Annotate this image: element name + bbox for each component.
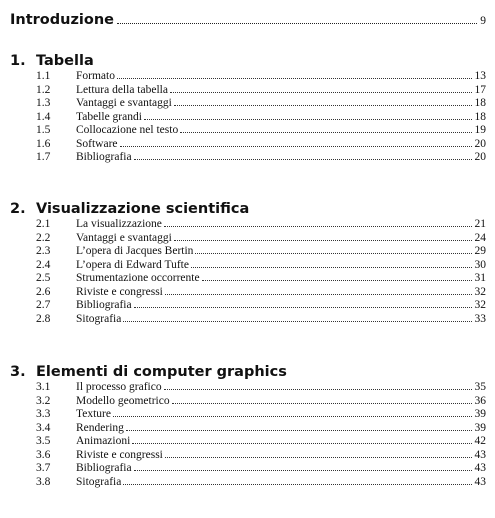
chapter-2 [10, 200, 486, 326]
section-title: L’opera di Jacques Bertin [76, 245, 194, 257]
section-title: Bibliografia [76, 299, 132, 311]
section-number: 3.6 [36, 448, 51, 461]
toc-entry-introduction[interactable] [10, 11, 486, 30]
intro-title: Introduzione [10, 12, 114, 28]
toc-section-entry[interactable] [10, 449, 486, 463]
section-page-number: 17 [474, 83, 486, 96]
toc-section-entry[interactable] [10, 84, 486, 98]
dot-leader [170, 91, 472, 93]
chapter-number: 2. [10, 201, 26, 217]
toc-section-entry[interactable] [10, 70, 486, 84]
toc-section-entry[interactable] [10, 299, 486, 313]
section-title: Collocazione nel testo [76, 124, 179, 136]
toc-section-entry[interactable] [10, 111, 486, 125]
section-page-number: 13 [474, 70, 486, 82]
section-page-number: 19 [474, 124, 486, 136]
toc-section-entry[interactable] [10, 381, 486, 395]
dot-leader [180, 131, 472, 133]
section-page-number: 20 [474, 151, 486, 163]
section-page-number: 36 [474, 394, 486, 407]
dot-leader [132, 442, 472, 444]
section-page-number: 33 [474, 312, 486, 325]
toc-section-entry[interactable] [10, 313, 486, 327]
section-number: 3.5 [36, 435, 51, 447]
toc-section-entry[interactable] [10, 97, 486, 111]
chapter-title[interactable] [10, 52, 486, 70]
section-title: Riviste e congressi [76, 285, 163, 298]
section-title: Software [76, 137, 118, 150]
toc-section-entry[interactable] [10, 218, 486, 232]
toc-section-entry[interactable] [10, 272, 486, 286]
toc-section-entry[interactable] [10, 422, 486, 436]
section-list [10, 218, 486, 326]
chapter-name: Visualizzazione scientifica [36, 201, 250, 217]
section-title: Formato [76, 70, 115, 82]
chapter-3 [10, 363, 486, 489]
toc-section-entry[interactable] [10, 245, 486, 259]
section-title: Sitografia [76, 475, 122, 488]
section-number: 3.1 [36, 381, 51, 393]
intro-page-number: 9 [480, 15, 486, 27]
section-page-number: 43 [474, 448, 486, 461]
section-number: 1.5 [36, 124, 51, 136]
dot-leader [202, 279, 472, 281]
dot-leader [172, 402, 472, 404]
dot-leader [174, 104, 472, 106]
section-page-number: 43 [474, 475, 486, 488]
chapter-title[interactable] [10, 363, 486, 381]
section-number: 2.7 [36, 299, 51, 311]
section-list [10, 381, 486, 489]
section-title: Bibliografia [76, 462, 132, 474]
toc-section-entry[interactable] [10, 138, 486, 152]
dot-leader [117, 77, 472, 79]
section-page-number: 39 [474, 421, 486, 434]
dot-leader [164, 388, 472, 390]
chapter-name: Elementi di computer graphics [36, 364, 287, 380]
section-title: Lettura della tabella [76, 83, 168, 96]
toc-section-entry[interactable] [10, 435, 486, 449]
dot-leader [144, 118, 472, 120]
toc-section-entry[interactable] [10, 395, 486, 409]
section-page-number: 18 [474, 110, 486, 123]
section-page-number: 24 [474, 231, 486, 244]
section-page-number: 35 [474, 381, 486, 393]
section-page-number: 39 [474, 408, 486, 420]
dot-leader [134, 158, 472, 160]
section-title: Vantaggi e svantaggi [76, 231, 172, 244]
section-number: 2.3 [36, 245, 51, 257]
section-number: 3.8 [36, 475, 51, 488]
section-page-number: 21 [474, 218, 486, 230]
dot-leader [123, 320, 472, 322]
dot-leader [165, 456, 472, 458]
section-page-number: 32 [474, 285, 486, 298]
section-title: Vantaggi e svantaggi [76, 97, 172, 109]
chapter-number: 1. [10, 53, 26, 69]
section-number: 2.2 [36, 231, 51, 244]
section-title: Sitografia [76, 312, 122, 325]
section-title: Bibliografia [76, 151, 132, 163]
section-number: 1.6 [36, 137, 51, 150]
section-number: 2.6 [36, 285, 51, 298]
section-number: 2.5 [36, 272, 51, 284]
section-number: 1.7 [36, 151, 51, 163]
section-page-number: 20 [474, 137, 486, 150]
section-number: 1.4 [36, 110, 51, 123]
toc-section-entry[interactable] [10, 408, 486, 422]
section-number: 3.7 [36, 462, 51, 474]
section-title: Tabelle grandi [76, 110, 142, 123]
toc-section-entry[interactable] [10, 476, 486, 490]
section-title: Animazioni [76, 435, 131, 447]
dot-leader [164, 225, 472, 227]
toc-section-entry[interactable] [10, 286, 486, 300]
dot-leader [174, 239, 472, 241]
section-page-number: 30 [474, 258, 486, 271]
chapter-number: 3. [10, 364, 26, 380]
dot-leader [134, 469, 472, 471]
dot-leader [123, 483, 472, 485]
toc-section-entry[interactable] [10, 151, 486, 165]
toc-section-entry[interactable] [10, 259, 486, 273]
section-title: Texture [76, 408, 111, 420]
dot-leader [191, 266, 472, 268]
section-title: Modello geometrico [76, 394, 170, 407]
section-number: 3.3 [36, 408, 51, 420]
section-number: 1.2 [36, 83, 51, 96]
section-number: 3.4 [36, 421, 51, 434]
section-page-number: 29 [474, 245, 486, 257]
chapter-title[interactable] [10, 200, 486, 218]
dot-leader [113, 415, 472, 417]
dot-leader [195, 252, 472, 254]
section-number: 2.1 [36, 218, 51, 230]
dot-leader [126, 429, 472, 431]
section-page-number: 43 [474, 462, 486, 474]
dot-leader [165, 293, 472, 295]
section-page-number: 42 [474, 435, 486, 447]
section-title: Il processo grafico [76, 381, 162, 393]
section-title: Rendering [76, 421, 124, 434]
section-title: Riviste e congressi [76, 448, 163, 461]
section-list [10, 70, 486, 165]
section-number: 2.8 [36, 312, 51, 325]
section-page-number: 18 [474, 97, 486, 109]
section-title: La visualizzazione [76, 218, 162, 230]
section-page-number: 31 [474, 272, 486, 284]
chapter-name: Tabella [36, 53, 94, 69]
section-number: 1.1 [36, 70, 51, 82]
section-title: L’opera di Edward Tufte [76, 258, 189, 271]
section-number: 3.2 [36, 394, 51, 407]
dot-leader [134, 306, 472, 308]
section-page-number: 32 [474, 299, 486, 311]
chapter-1 [10, 52, 486, 165]
toc-section-entry[interactable] [10, 124, 486, 138]
toc-section-entry[interactable] [10, 232, 486, 246]
section-number: 2.4 [36, 258, 51, 271]
dot-leader [120, 145, 472, 147]
toc-section-entry[interactable] [10, 462, 486, 476]
dot-leader [117, 22, 477, 24]
section-number: 1.3 [36, 97, 51, 109]
section-title: Strumentazione occorrente [76, 272, 200, 284]
